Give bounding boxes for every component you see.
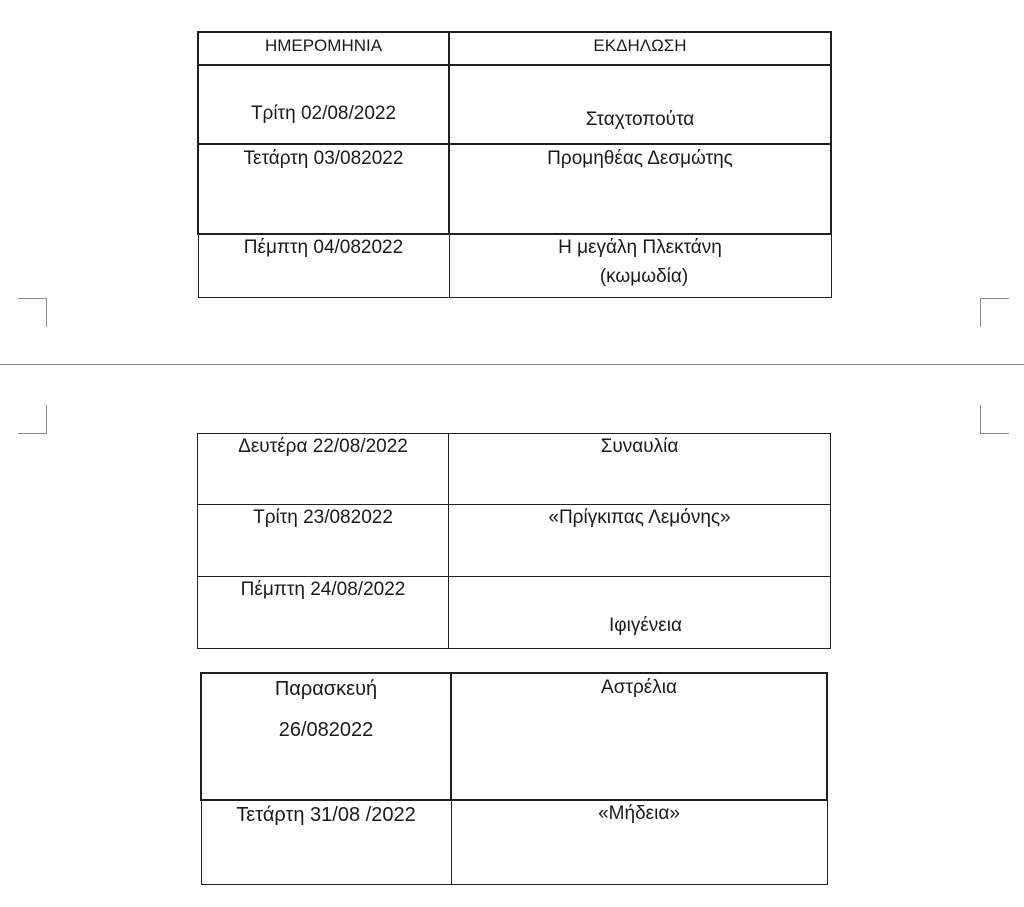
header-event: ΕΚΔΗΛΩΣΗ <box>593 36 687 55</box>
date-cell <box>198 65 449 144</box>
header-date-cell <box>198 32 449 65</box>
page-corner-mark <box>980 298 1009 327</box>
date-cell <box>198 234 449 297</box>
events-table-middle <box>197 433 831 649</box>
date-text: Τετάρτη 03/082022 <box>243 148 404 169</box>
event-cell <box>451 673 827 800</box>
events-table-top <box>197 31 832 298</box>
table-row <box>198 577 831 649</box>
date-text: Τετάρτη 31/08 /2022 <box>236 804 416 826</box>
event-text-line2: (κωμωδία) <box>599 266 689 287</box>
event-cell <box>449 65 831 144</box>
table-row <box>198 65 831 144</box>
header-event-cell <box>449 32 831 65</box>
event-text: Συναυλία <box>600 436 679 457</box>
table-row <box>198 144 831 234</box>
event-cell <box>449 577 831 649</box>
event-cell <box>449 144 831 234</box>
date-cell <box>201 673 451 800</box>
table-row <box>198 434 831 505</box>
date-text: Πέμπτη 24/08/2022 <box>240 579 406 600</box>
event-text: Αστρέλια <box>601 677 677 698</box>
event-cell <box>451 800 827 884</box>
date-text: Τρίτη 02/08/2022 <box>250 103 397 124</box>
header-date: ΗΜΕΡΟΜΗΝΙΑ <box>264 36 383 55</box>
table-row <box>198 234 831 297</box>
page-corner-mark <box>980 405 1009 434</box>
date-cell <box>201 800 451 884</box>
event-text: Προμηθέας Δεσμώτης <box>547 148 733 169</box>
date-text: Πέμπτη 04/082022 <box>243 237 404 258</box>
date-text-line2: 26/082022 <box>278 719 374 741</box>
date-cell <box>198 144 449 234</box>
event-text-line1: Η μεγάλη Πλεκτάνη <box>558 237 722 258</box>
date-cell <box>198 505 449 577</box>
event-text: Σταχτοπούτα <box>585 109 695 130</box>
date-text: Δευτέρα 22/08/2022 <box>238 436 408 457</box>
date-text: Τρίτη 23/082022 <box>253 507 393 528</box>
table-header-row <box>198 32 831 65</box>
table-row <box>198 505 831 577</box>
page-divider <box>0 364 1024 365</box>
event-text: «Πρίγκιπας Λεμόνης» <box>548 507 731 528</box>
page-corner-mark <box>18 298 47 327</box>
date-cell <box>198 434 449 505</box>
table-row <box>201 673 827 800</box>
page-corner-mark <box>18 405 47 434</box>
event-cell <box>449 234 831 297</box>
table-row <box>201 800 827 884</box>
event-text: «Μήδεια» <box>598 803 680 824</box>
event-cell <box>449 505 831 577</box>
events-table-bottom <box>200 672 828 885</box>
date-cell <box>198 577 449 649</box>
date-text-line1: Παρασκευή <box>274 678 378 700</box>
event-text: Ιφιγένεια <box>609 615 682 636</box>
event-cell <box>449 434 831 505</box>
